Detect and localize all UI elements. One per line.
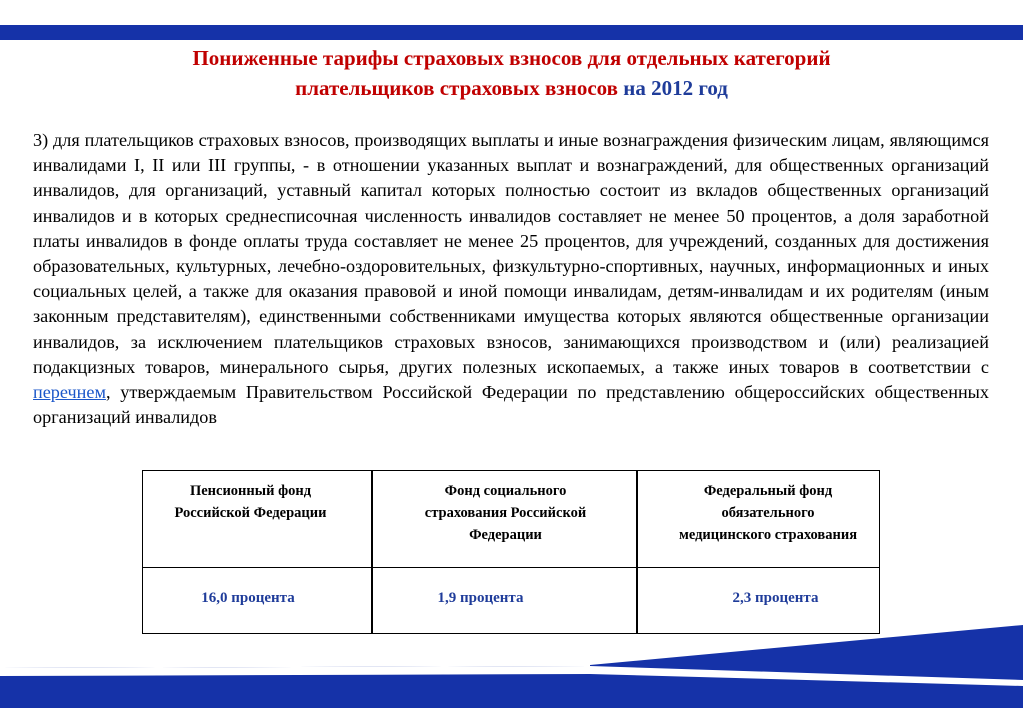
- title-line-2: [60, 73, 963, 103]
- column-divider: [371, 471, 373, 633]
- header-social-insurance-fund: Фонд социального страхования Российской Федерации: [424, 483, 587, 543]
- table-header-row: [143, 471, 879, 568]
- bottom-decorative-band: [0, 618, 1023, 708]
- top-decorative-band: [0, 0, 1023, 44]
- title-line-1: Пониженные тарифы страховых взносов для отдельных категорий: [192, 46, 831, 70]
- value-social-insurance-fund: 1,9 процента: [437, 590, 524, 606]
- value-pension-fund: 16,0 процента: [201, 590, 295, 606]
- body-paragraph: [33, 128, 989, 430]
- body-text-part-2: , утверждаемым Правительством Российской Федерации по представлению общероссийских общественных организаций инвалидов: [33, 382, 989, 428]
- body-text-part-1: 3) для плательщиков страховых взносов, производящих выплаты и иные вознаграждения физическим лицам, являющимся инвалидами I, II или III группы, - в отношении указанных выплат и вознаграждений, для общественных организаций инвалидов, для организаций, уставный капитал которых полностью состоит из вкладов общественных организаций инвалидов и в которых среднесписочная численность инвалидов составляет не менее 50 процентов, а доля заработной платы инвалидов в фонде оплаты труда составляет не менее 25 процентов, для учреждений, созданных для достижения образовательных, культурных, лечебно-оздоровительных, физкультурно-спортивных, научных, информационных и иных социальных целей, а также для оказания правовой и иной помощи инвалидам, детям-инвалидам и их родителям (иным законным представителям), единственными собственниками имущества которых являются общественные организации инвалидов, за исключением плательщиков страховых взносов, занимающихся производством и (или) реализацией подакцизных товаров, минерального сырья, других полезных ископаемых, а также иных товаров в соответствии с: [33, 130, 989, 377]
- list-link[interactable]: перечнем: [33, 382, 106, 403]
- page-title: [60, 43, 963, 103]
- title-year: на 2012 год: [623, 76, 728, 100]
- tariff-table: [142, 470, 880, 634]
- header-medical-insurance-fund: Федеральный фонд обязательного медицинского страхования: [678, 483, 858, 543]
- value-medical-insurance-fund: 2,3 процента: [732, 590, 819, 606]
- header-pension-fund: Пенсионный фонд Российской Федерации: [174, 483, 327, 521]
- title-line-2-main: плательщиков страховых взносов: [295, 76, 618, 100]
- column-divider: [636, 471, 638, 633]
